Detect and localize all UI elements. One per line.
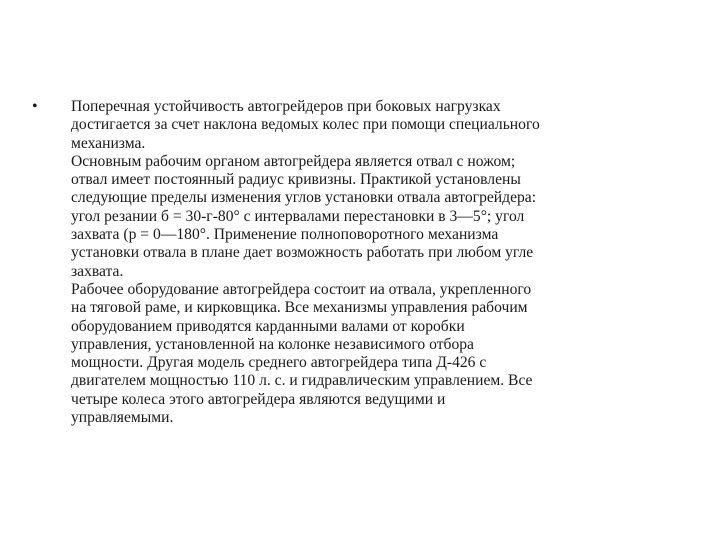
bullet-marker: •: [32, 98, 38, 115]
text-line: достигается за счет наклона ведомых колес при помощи специального: [71, 116, 540, 134]
text-line: на тяговой раме, и кирковщика. Все механизмы управления рабочим: [71, 299, 528, 317]
text-line: Основным рабочим органом автогрейдера является отвал с ножом;: [71, 152, 516, 170]
text-line: захвата (р = 0—180°. Применение полноповоротного механизма: [71, 226, 499, 244]
text-line: Поперечная устойчивость автогрейдеров при боковых нагрузках: [71, 98, 501, 115]
bullet-text: [71, 98, 677, 427]
text-line: угол резании б = 30-г-80° с интервалами перестановки в 3—5°; угол: [71, 207, 525, 225]
text-line: мощности. Другая модель среднего автогрейдера типа Д-426 с: [71, 354, 487, 372]
text-line: четыре колеса этого автогрейдера являются ведущими и: [71, 390, 446, 408]
text-line: Рабочее оборудование автогрейдера состоит иа отвала, укрепленного: [71, 280, 532, 298]
text-line: оборудованием приводятся карданными валами от коробки: [71, 317, 465, 335]
text-line: механизма.: [71, 134, 146, 152]
text-line: управления, установленной на колонке независимого отбора: [71, 335, 474, 353]
text-line: захвата.: [71, 262, 124, 280]
text-line: следующие пределы изменения углов установки отвала автогрейдера:: [71, 189, 537, 207]
text-line: управляемыми.: [71, 409, 174, 427]
text-line: двигателем мощностью 110 л. с. и гидравлическим управлением. Все: [71, 372, 533, 390]
text-line: установки отвала в плане дает возможность работать при любом угле: [71, 244, 534, 262]
text-line: отвал имеет постоянный радиус кривизны. Практикой установлены: [71, 171, 521, 189]
